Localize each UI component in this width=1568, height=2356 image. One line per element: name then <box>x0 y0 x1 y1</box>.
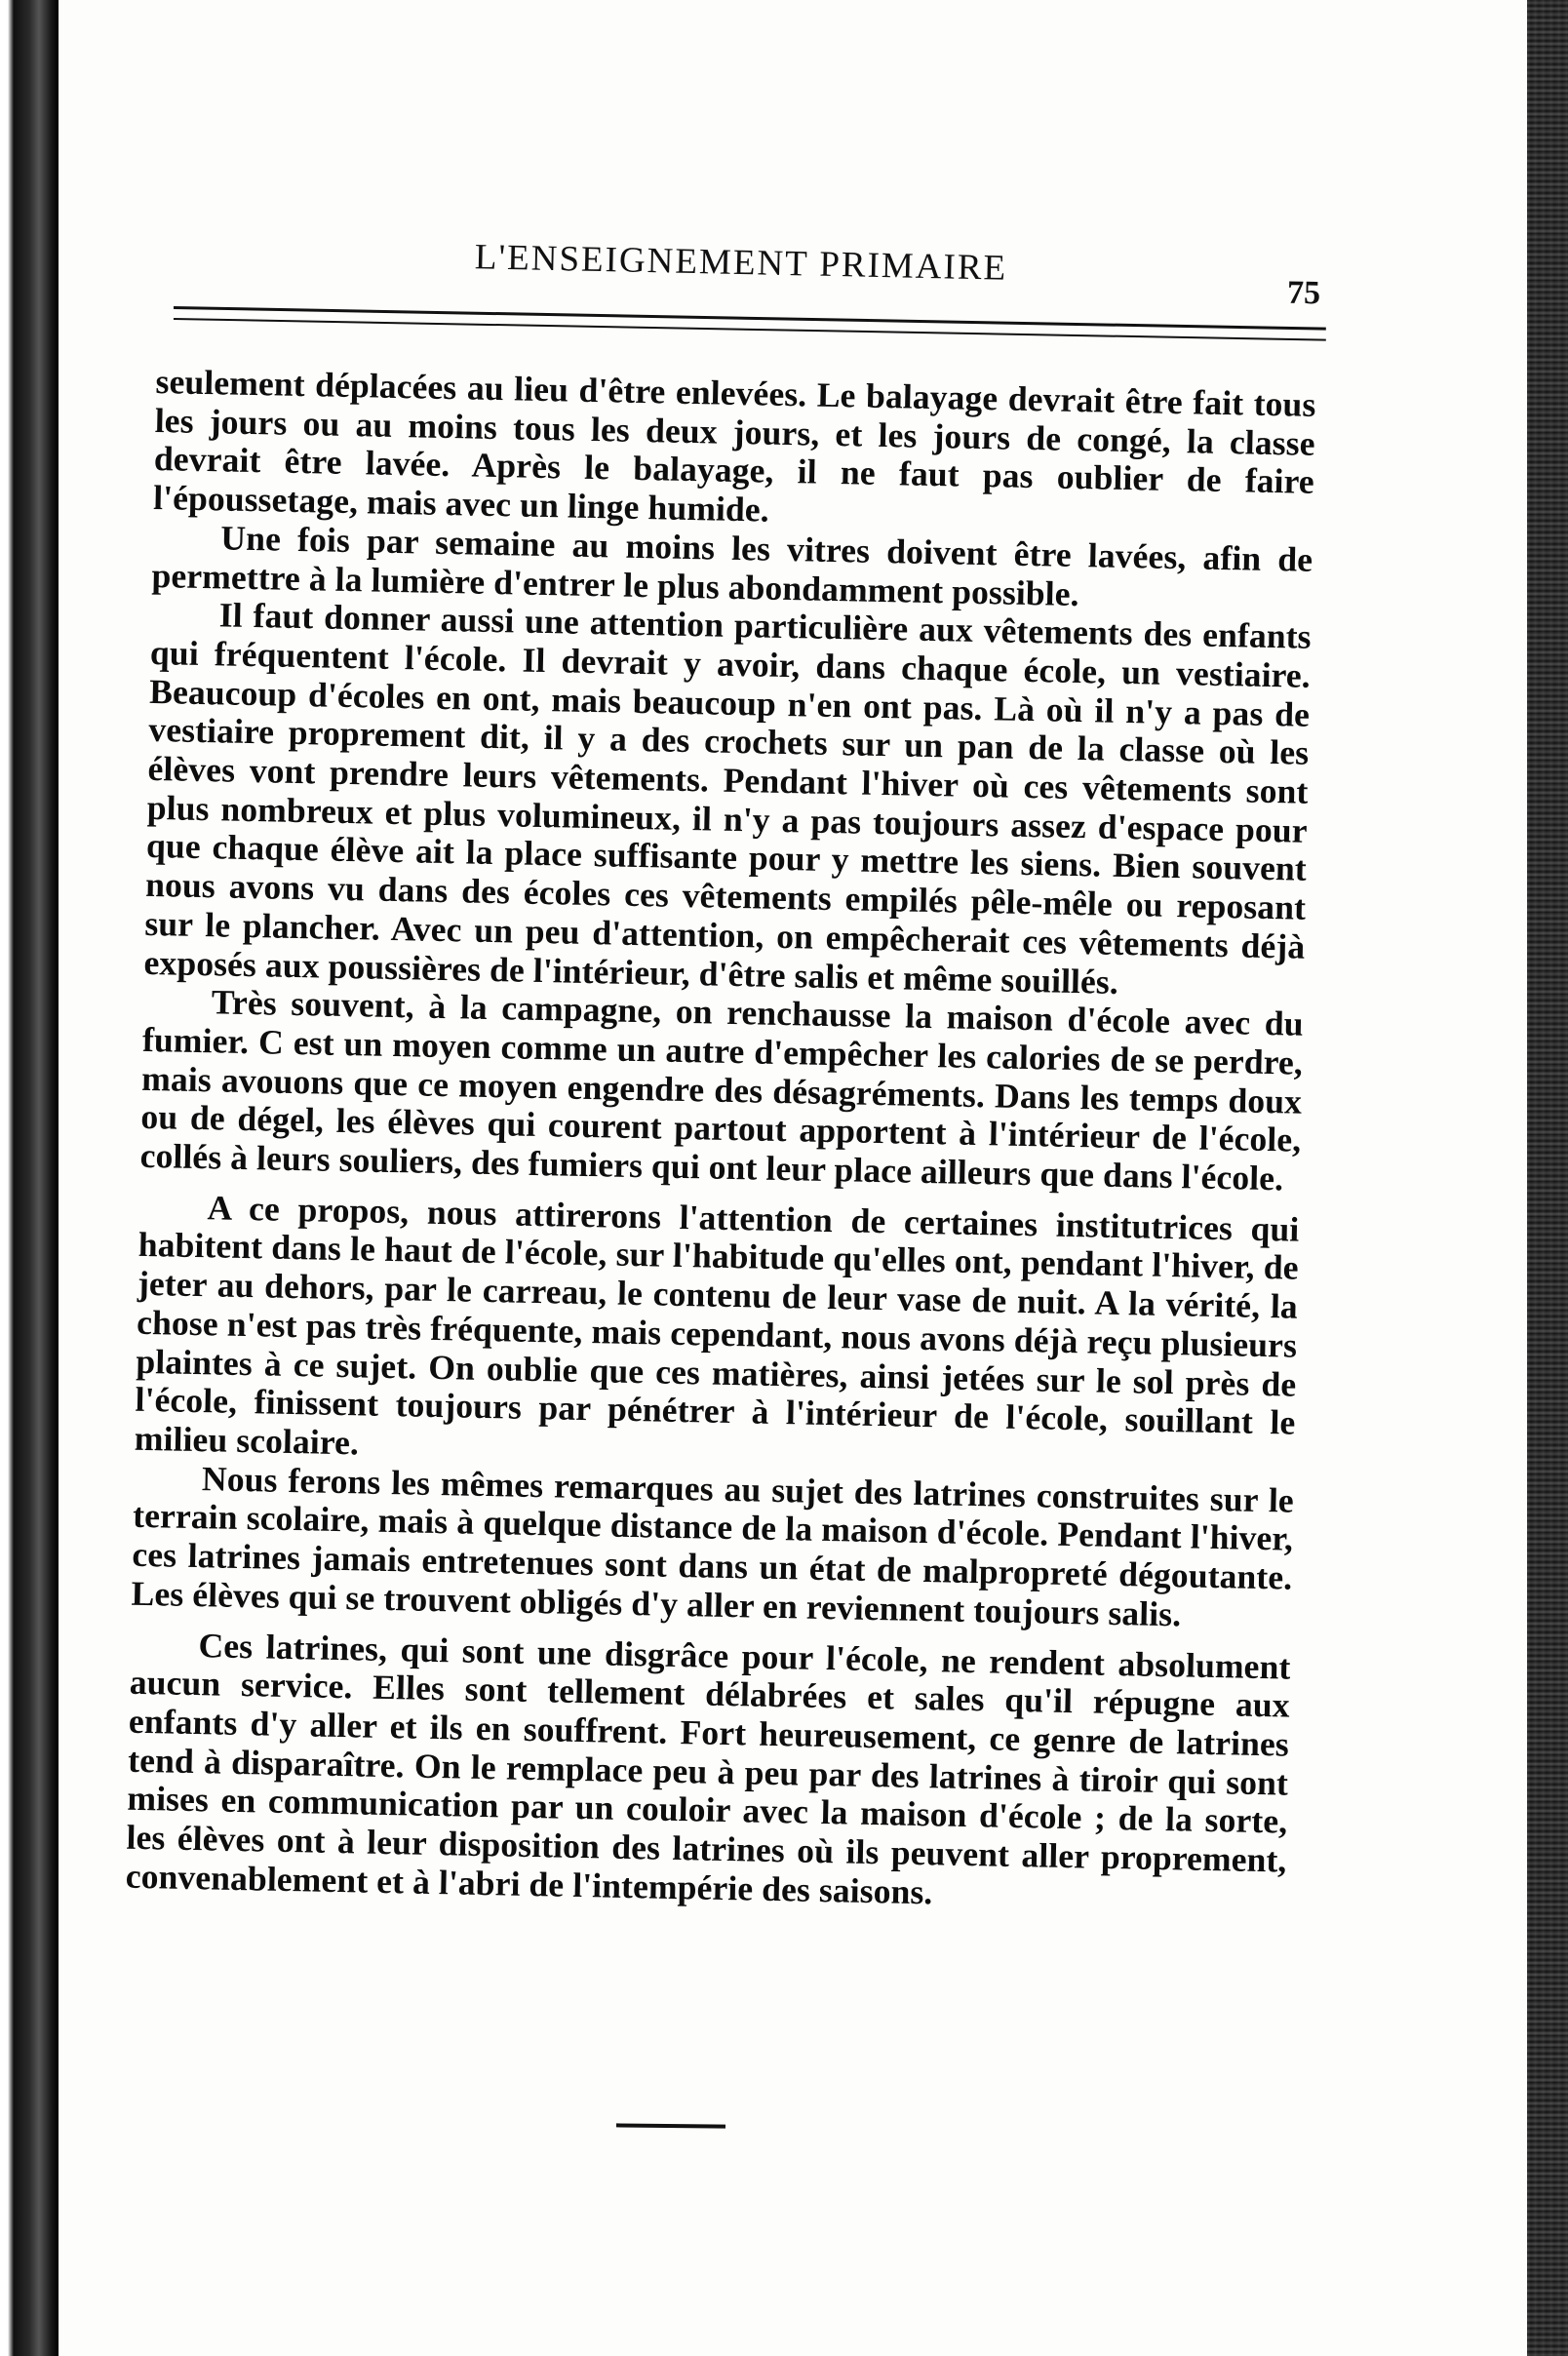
paragraph: Nous ferons les mêmes remarques au sujet des latrines construites sur le terrain scolaire, mais à quelque distance de la maison d'école. Pendant l'hiver, ces latrines jamais entretenues sont dans un état de malpropreté dégoutante. Les élèves qui se trouvent obligés d'y aller en reviennent toujours salis. <box>131 1458 1295 1634</box>
paragraph: Très souvent, à la campagne, on renchausse la maison d'école avec du fumier. C est un moyen comme un autre d'empêcher les calories de se perdre, mais avouons que ce moyen engendre des désagréments. Dans les temps doux ou de dégel, les élèves qui courent partout apportent à l'intérieur de l'école, collés à leurs souliers, des fumiers qui ont leur place ailleurs que dans l'école. <box>139 982 1305 1198</box>
paragraph: Ces latrines, qui sont une disgrâce pour l'école, ne rendent absolument aucun service. Elles sont tellement délabrées et sales qu'il répugne aux enfants d'y aller et ils en souffrent. Fort heureusement, ce genre de latrines tend à disparaître. On le remplace peu à peu par des latrines à tiroir qui sont mises en communication par un couloir avec la maison d'école ; de la sorte, les élèves ont à leur disposition des latrines où ils peuvent aller proprement, convenablement et à l'abri de l'intempérie des saisons. <box>125 1625 1291 1912</box>
page-stack-edge-right <box>1527 0 1568 2356</box>
book-gutter-left <box>0 0 59 2356</box>
paragraph: Une fois par semaine au moins les vitres doivent être lavées, afin de permettre à la lumière d'entrer le plus abondamment possible. <box>151 518 1313 613</box>
paragraph: seulement déplacées au lieu d'être enlevées. Le balayage devrait être fait tous les jours ou au moins tous les deux jours, et les jours de congé, la classe devrait être lavée. Après le balayage, il ne faut pas oublier de faire l'époussetage, mais avec un linge humide. <box>152 362 1316 530</box>
page-number: 75 <box>1286 274 1321 312</box>
body-text <box>125 363 1315 1919</box>
paragraph: Il faut donner aussi une attention particulière aux vêtements des enfants qui fréquentent l'école. Il devrait y avoir, dans chaque école, un vestiaire. Beaucoup d'écoles en ont, mais beaucoup n'en ont pas. Là où il n'y a pas de vestiaire proprement dit, il y a des crochets sur un pan de la classe où les élèves vont prendre leurs vêtements. Pendant l'hiver où ces vêtements sont plus nombreux et plus volumineux, il n'y a pas toujours assez d'espace pour que chaque élève ait la place suffisante pour y mettre les siens. Bien souvent nous avons vu dans des écoles ces vêtements empilés pêle-mêle ou reposant sur le plancher. Avec un peu d'attention, on empêcherait ces vêtements déjà exposés aux poussières de l'intérieur, d'être salis et même souillés. <box>143 595 1312 1001</box>
paragraph: A ce propos, nous attirerons l'attention de certaines institutrices qui habitent dans le haut de l'école, sur l'habitude qu'elles ont, pendant l'hiver, de jeter au dehors, par le carreau, le contenu de leur vase de nuit. A la vérité, la chose n'est pas très fréquente, mais cependant, nous avons déjà reçu plusieurs plaintes à ce sujet. On oublie que ces matières, ainsi jetées sur le sol près de l'école, finissent toujours par pénétrer à l'intérieur de l'école, souillant le milieu scolaire. <box>134 1188 1300 1463</box>
running-title: L'ENSEIGNEMENT PRIMAIRE <box>474 237 1008 289</box>
